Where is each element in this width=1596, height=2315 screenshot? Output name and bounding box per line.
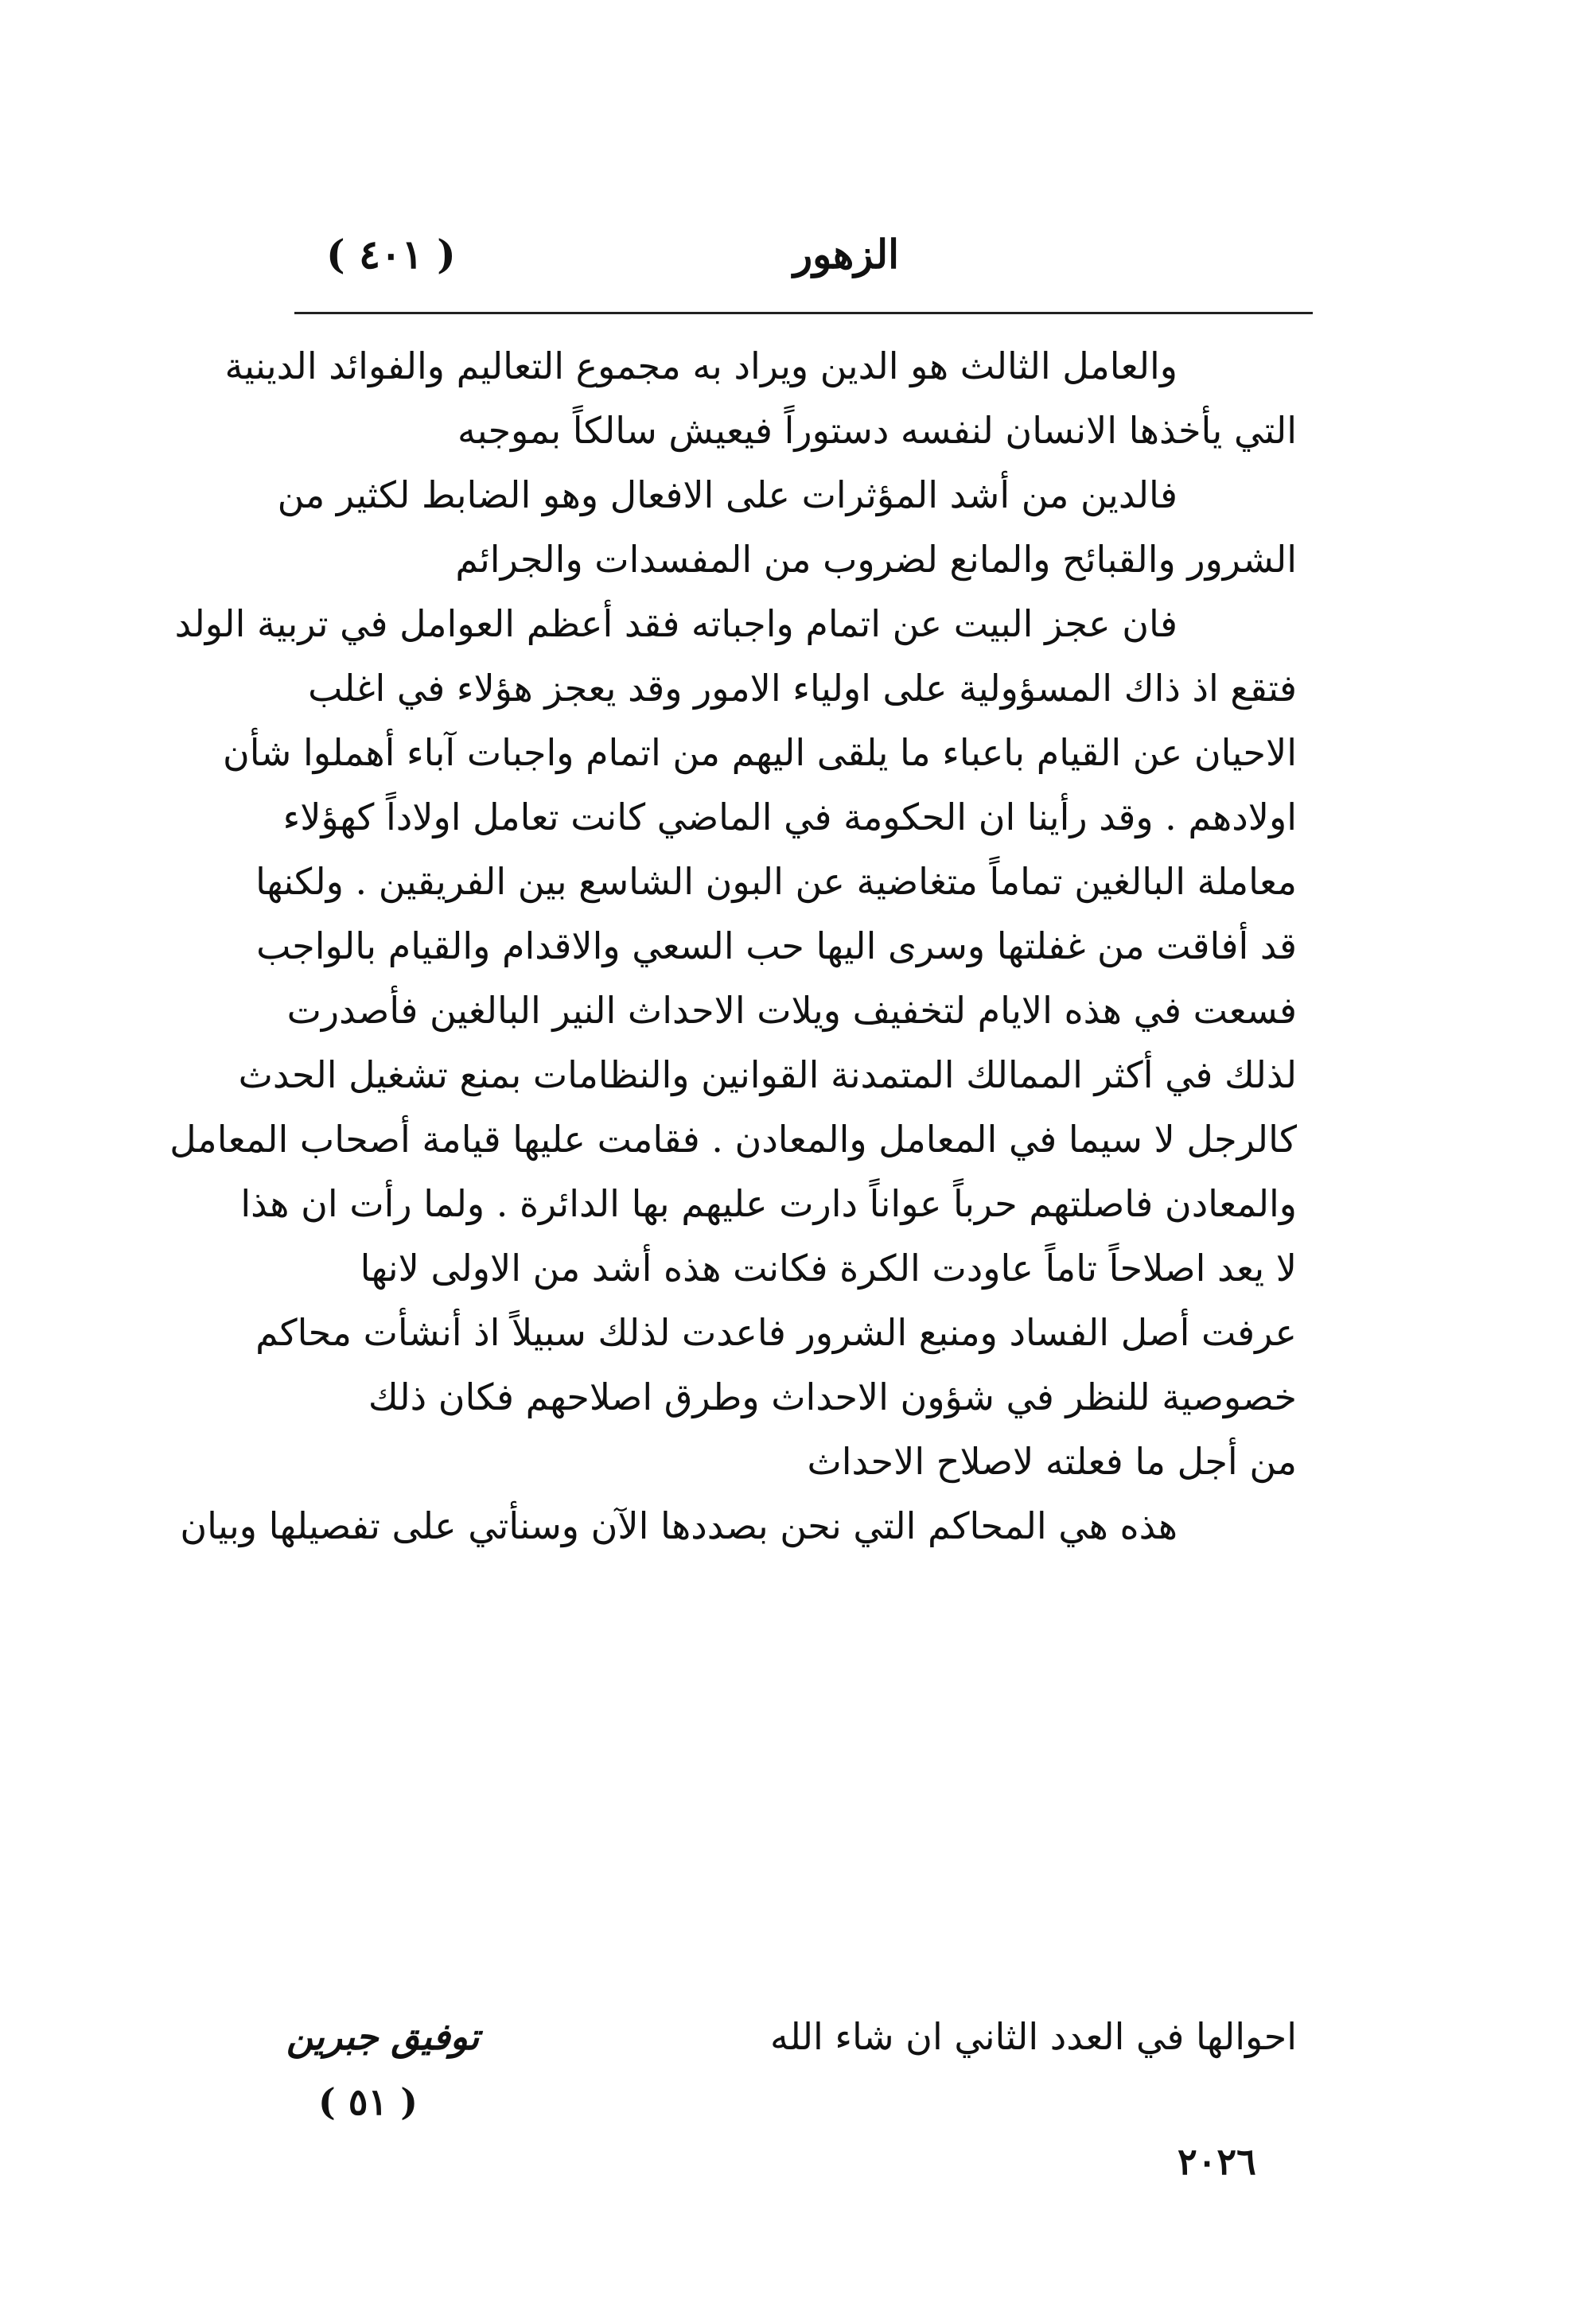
text-line: الاحيان عن القيام باعباء ما يلقى اليهم من اتمام واجبات آباء أهملوا شأن: [222, 731, 1297, 774]
page-number: ( ٤٠١ ): [326, 231, 456, 278]
text-line: التي يأخذها الانسان لنفسه دستوراً فيعيش سالكاً بموجبه: [457, 409, 1297, 452]
text-line: قد أفاقت من غفلتها وسرى اليها حب السعي والاقدام والقيام بالواجب: [256, 924, 1297, 967]
text-line: اولادهم . وقد رأينا ان الحكومة في الماضي كانت تعامل اولاداً كهؤلاء: [282, 796, 1297, 838]
body-text: [169, 334, 1297, 1558]
text-line: فان عجز البيت عن اتمام واجباته فقد أعظم العوامل في تربية الولد: [174, 602, 1178, 645]
text-line: فتقع اذ ذاك المسؤولية على اولياء الامور وقد يعجز هؤلاء في اغلب: [308, 667, 1297, 710]
text-line: فسعت في هذه الايام لتخفيف ويلات الاحداث النير البالغين فأصدرت: [286, 989, 1297, 1032]
text-line: من أجل ما فعلته لاصلاح الاحداث: [807, 1440, 1297, 1483]
text-line: لا يعد اصلاحاً تاماً عاودت الكرة فكانت هذه أشد من الاولى لانها: [360, 1247, 1297, 1290]
text-line: هذه هي المحاكم التي نحن بصددها الآن وسنأتي على تفصيلها وبيان: [180, 1504, 1178, 1547]
author-signature: توفيق جبرين: [286, 2015, 480, 2058]
text-line: لذلك في أكثر الممالك المتمدنة القوانين والنظامات بمنع تشغيل الحدث: [238, 1053, 1297, 1096]
text-line: عرفت أصل الفساد ومنبع الشرور فاعدت لذلك سبيلاً اذ أنشأت محاكم: [255, 1311, 1297, 1354]
text-line: والعامل الثالث هو الدين ويراد به مجموع التعاليم والفوائد الدينية: [224, 344, 1178, 387]
text-line: فالدين من أشد المؤثرات على الافعال وهو الضابط لكثير من: [277, 473, 1178, 516]
text-line: معاملة البالغين تماماً متغاضية عن البون الشاسع بين الفريقين . ولكنها: [255, 860, 1297, 903]
text-line: كالرجل لا سيما في المعامل والمعادن . فقامت عليها قيامة أصحاب المعامل: [169, 1118, 1297, 1161]
page-header: [294, 231, 1313, 294]
text-line: والمعادن فاصلتهم حرباً عواناً دارت عليهم بها الدائرة . ولما رأت ان هذا: [240, 1182, 1297, 1225]
header-rule: [294, 312, 1313, 314]
footer-number: ٢٠٢٦: [1178, 2140, 1256, 2183]
footnote-mark: ( ٥١ ): [318, 2080, 418, 2123]
closing-row: [271, 2005, 1297, 2069]
text-line: خصوصية للنظر في شؤون الاحداث وطرق اصلاحهم فكان ذلك: [368, 1375, 1297, 1418]
text-line: الشرور والقبائح والمانع لضروب من المفسدات والجرائم: [455, 538, 1297, 581]
text-line: احوالها في العدد الثاني ان شاء الله: [770, 2015, 1297, 2058]
running-title: الزهور: [792, 231, 899, 278]
